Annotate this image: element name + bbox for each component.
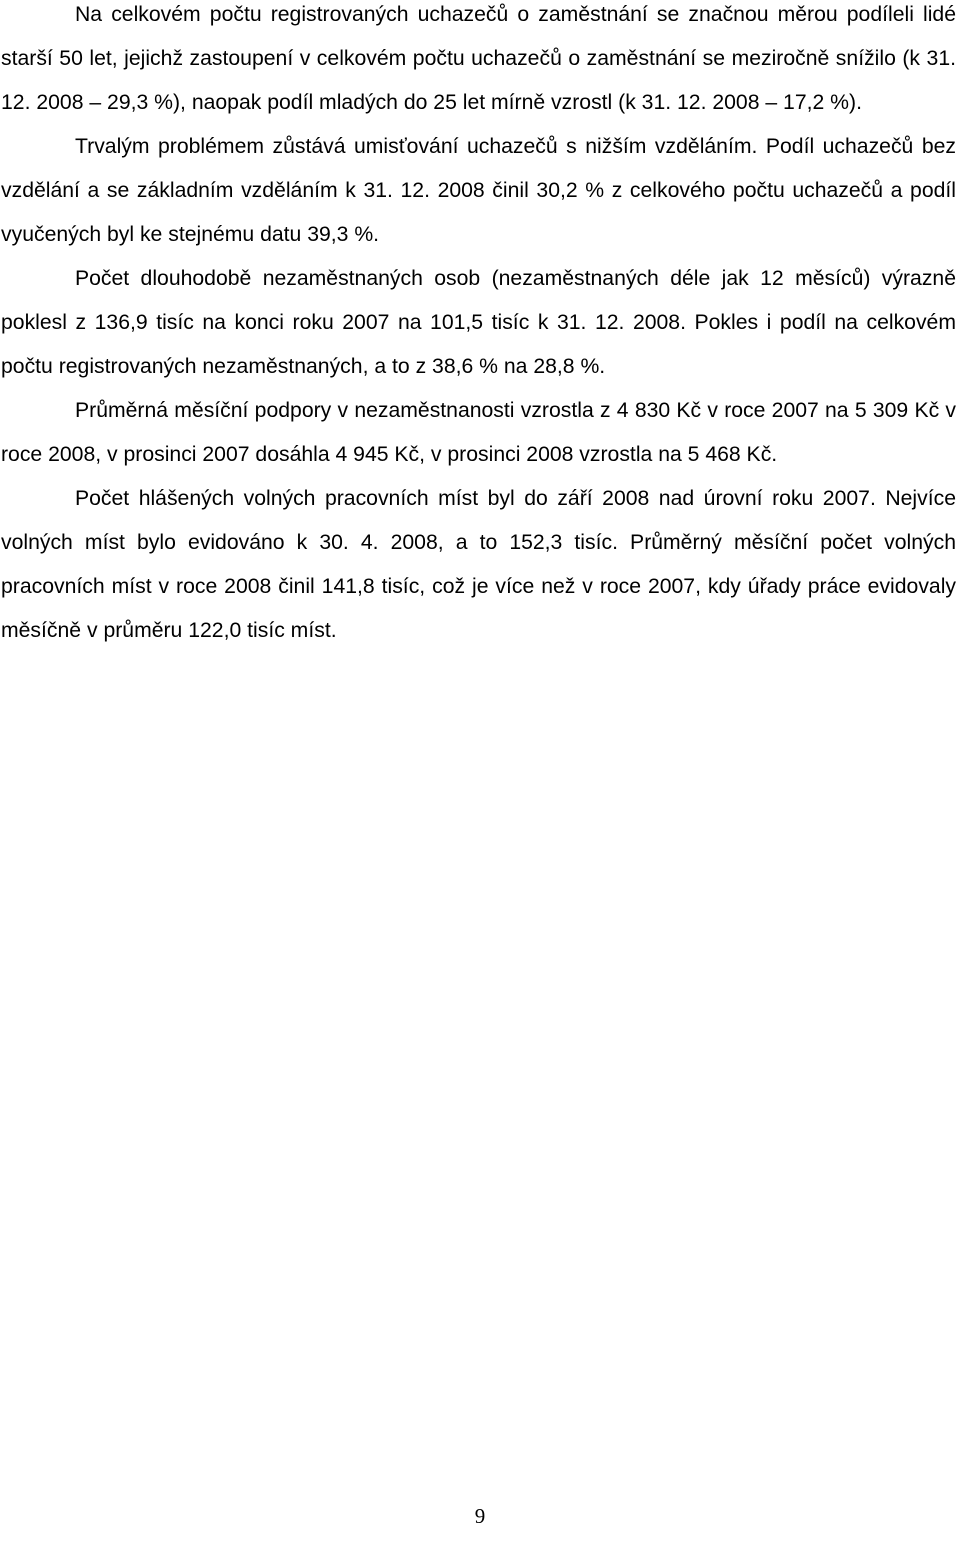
paragraph-job-vacancies: Počet hlášených volných pracovních míst byl do září 2008 nad úrovní roku 2007. Nejvíce volných míst bylo evidováno k 30. 4. 2008, a to 152,3 tisíc. Průměrný měsíční počet volných pracovních míst v roce 2008 činil 141,8 tisíc, což je více než v roce 2007, kdy úřady práce evidovaly měsíčně v průměru 122,0 tisíc míst. [1,487,956,642]
paragraph-jobseekers-age: Na celkovém počtu registrovaných uchazečů o zaměstnání se značnou měrou podíleli lidé starší 50 let, jejichž zastoupení v celkovém počtu uchazečů o zaměstnání se meziročně snížilo (k 31. 12. 2008 – 29,3 %), naopak podíl mladých do 25 let mírně vzrostl (k 31. 12. 2008 – 17,2 %). [1,3,956,114]
paragraph-unemployment-benefit: Průměrná měsíční podpory v nezaměstnanosti vzrostla z 4 830 Kč v roce 2007 na 5 309 Kč v roce 2008, v prosinci 2007 dosáhla 4 945 Kč, v prosinci 2008 vzrostla na 5 468 Kč. [1,399,956,466]
paragraph-jobseekers-education: Trvalým problémem zůstává umisťování uchazečů s nižším vzděláním. Podíl uchazečů bez vzdělání a se základním vzděláním k 31. 12. 2008 činil 30,2 % z celkového počtu uchazečů a podíl vyučených byl ke stejnému datu 39,3 %. [1,135,956,246]
document-body [1,0,956,653]
paragraph-long-term-unemployed: Počet dlouhodobě nezaměstnaných osob (nezaměstnaných déle jak 12 měsíců) výrazně poklesl z 136,9 tisíc na konci roku 2007 na 101,5 tisíc k 31. 12. 2008. Pokles i podíl na celkovém počtu registrovaných nezaměstnaných, a to z 38,6 % na 28,8 %. [1,267,956,378]
page-number: 9 [474,1504,486,1528]
